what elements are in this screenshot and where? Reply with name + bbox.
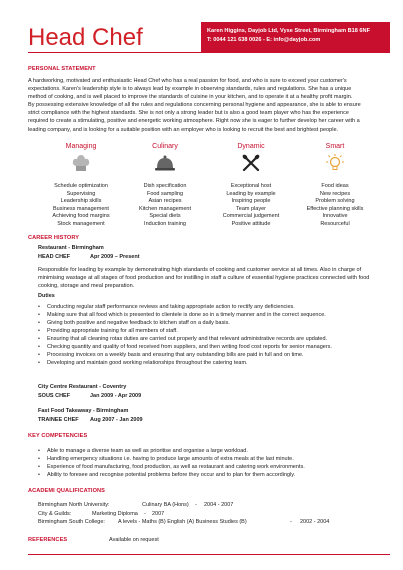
skill-item: Dish specification [143,183,187,189]
summary-line: cooking, storage and meal preparation. [38,283,135,290]
list-item: • Giving both positive and negative feedback to kitchen staff on a daily basis. [38,319,390,327]
skill-item: Food sampling [146,190,184,197]
statement-line: A hardworking, motivated and enthusiastic Head Chef who has a real passion for food, and who is sure to exceed your customer's [28,78,347,84]
academic-qualification: Marketing Diploma [92,510,138,517]
skill-dynamic [208,143,294,227]
skill-list [38,183,124,229]
skill-managing [38,143,124,227]
skill-item: Achieving food margins [52,213,110,220]
list-item: • Making sure that all food which is presented to clientele is done so in a timely manner and in the correct sequence. [38,311,390,319]
list-item: • Ensuring that all cleaning rotas duties are carried out properly and that relevant administrative records are updated. [38,335,390,343]
skill-item: Supervising [66,190,96,197]
career-history-heading: CAREER HISTORY [28,235,80,241]
competencies-list [38,447,390,479]
academic-separator: - [144,510,146,517]
job1-dates: Apr 2009 – Present [90,254,140,260]
skill-item: Induction training [144,220,186,227]
summary-line: minimising wastage at all stages of food production and for instilling in staff a culture of essential hygiene practices connected with food [38,275,370,282]
academic-dates: 2004 - 2007 [204,502,234,508]
summary-line: Responsible for leading by example by demonstrating high standards of cooking and customer service at all times. Also in charge of [38,267,362,273]
personal-statement-text [28,77,390,134]
academic-institution: Birmingham North University: [38,502,110,508]
job3-employer: Fast Food Takeaway - Birmingham [38,408,129,414]
skill-item: Problem solving [315,198,355,205]
skill-item: Asian recipes [148,198,182,205]
skill-smart [292,143,378,227]
personal-statement-heading: PERSONAL STATEMENT [28,66,96,72]
job2-role: SOUS CHEF [38,393,71,399]
list-item: • Conducting regular staff performance reviews and taking appropriate action to rectify any deficiencies. [38,303,390,311]
academic-institution: City & Guilds: [38,510,72,517]
skill-item: Exceptional host [230,183,272,189]
skill-culinary [122,143,208,227]
academic-separator: - [290,519,292,525]
skill-item: Food ideas [321,183,349,189]
lightbulb-icon [325,153,345,173]
academic-table [38,501,390,531]
skill-title: Dynamic [237,143,265,150]
job1-summary [38,266,390,290]
list-item: • Ability to foresee and recognise potential problems before they occur and to plan for them accordingly. [38,471,390,479]
list-item: • Handling emergency situations i.e. having to produce large amounts of extra meals at the last minute. [38,455,390,463]
skill-item: Kitchen management [139,205,191,212]
skill-item: Commercial judgement [222,213,280,220]
academic-dates: 2007 [152,510,165,517]
key-competencies-heading: KEY COMPETENCIES [28,433,88,439]
academic-dates: 2002 - 2004 [300,519,330,525]
skill-item: Leadership skills [60,198,102,205]
chef-hat-icon [71,153,91,173]
contact-box [201,22,390,52]
skill-item: Effective planning skills [306,205,364,212]
skill-item: Resourceful [320,220,350,227]
job2-employer: City Centre Restaurant - Coventry [38,384,127,390]
academic-separator: - [195,502,197,508]
skill-item: Innovative [322,213,348,220]
list-item: • Processing invoices on a weekly basis and ensuring that any outstanding bills are paid in full and on time. [38,351,390,359]
job1-role: HEAD CHEF [38,254,71,260]
skill-title: Smart [325,143,345,150]
statement-line: By possessing extensive knowledge of all the rules and regulations concerning personal hygiene and appearance, she is able to ensure [28,102,361,109]
statement-line: strict compliance with the highest standards. She is not only a strong leader but is also a good team player who has the experience [28,110,349,117]
statement-line: required to create a stimulating, positive and energetic working atmosphere. Right now she is eager to further develop her career with a [28,118,360,125]
academic-institution: Birmingham South College: [38,519,105,525]
skill-item: Team player [236,205,266,212]
skill-item: Inspiring people [231,198,271,205]
job1-employer: Restaurant - Birmingham [38,245,104,251]
skill-item: Business management [53,205,109,212]
bottom-divider [28,554,390,555]
statement-line: expectations. Karen's leadership style is to always lead by example in observing standards, rules and regulations. She has a unique [28,86,352,93]
list-item: • Providing appropriate training for all members of staff. [38,327,390,335]
skill-title: Culinary [152,143,178,150]
duties-label: Duties [38,293,55,299]
job3-dates: Aug 2007 - Jan 2009 [90,417,143,423]
skill-item: New recipes [319,190,351,197]
academic-heading: ACADEMI QUALIFICATIONS [28,488,105,494]
list-item: • Developing and maintain good working relationships throughout the catering team. [38,359,390,367]
references-value: Available on request [109,537,159,543]
statement-line: leading company, and is looking for a suitable position with an employer who is looking to recruit the best and brightest people. [28,126,339,133]
crossed-utensils-icon [241,153,261,173]
job3-role: TRAINEE CHEF [38,417,79,423]
skill-title: Managing [65,143,97,150]
skill-item: Special diets [149,213,181,220]
skill-list [208,183,294,229]
skill-list [122,183,208,229]
statement-line: method of cooking, and is well placed to improve the standards of cuisine in your kitchen, and to operate it at a healthy profit margin. [28,94,353,101]
list-item: • Checking quantity and quality of food received from suppliers, and then writing food cost reports for senior managers. [38,343,390,351]
cloche-icon [155,153,175,173]
list-item: • Able to manage a diverse team as well as prioritise and organise a large workload. [38,447,390,455]
job2-dates: Jan 2009 - Apr 2009 [90,393,142,399]
skill-item: Schedule optimization [54,183,108,189]
academic-qualification: Culinary BA (Hons) [142,502,189,508]
skill-list [292,183,378,229]
duties-list [38,303,390,367]
skill-item: Stock management [57,220,105,227]
academic-qualification: A levels - Maths (B) English (A) Business Studies (B) [118,519,247,525]
page-title: Head Chef [28,24,143,51]
list-item: • Experience of food manufacturing, food production, as well as restaurant and catering work environments. [38,463,390,471]
references-heading: REFERENCES [28,537,68,543]
top-divider [28,52,390,53]
contact-phone-email: T: 0044 121 638 0026 - E: info@dayjob.com [207,36,321,43]
contact-address: Karen Higgins, Dayjob Ltd, Vyse Street, Birmingham B18 6NF [207,28,370,34]
skill-item: Positive attitude [231,220,271,227]
skill-item: Leading by example [226,190,276,197]
